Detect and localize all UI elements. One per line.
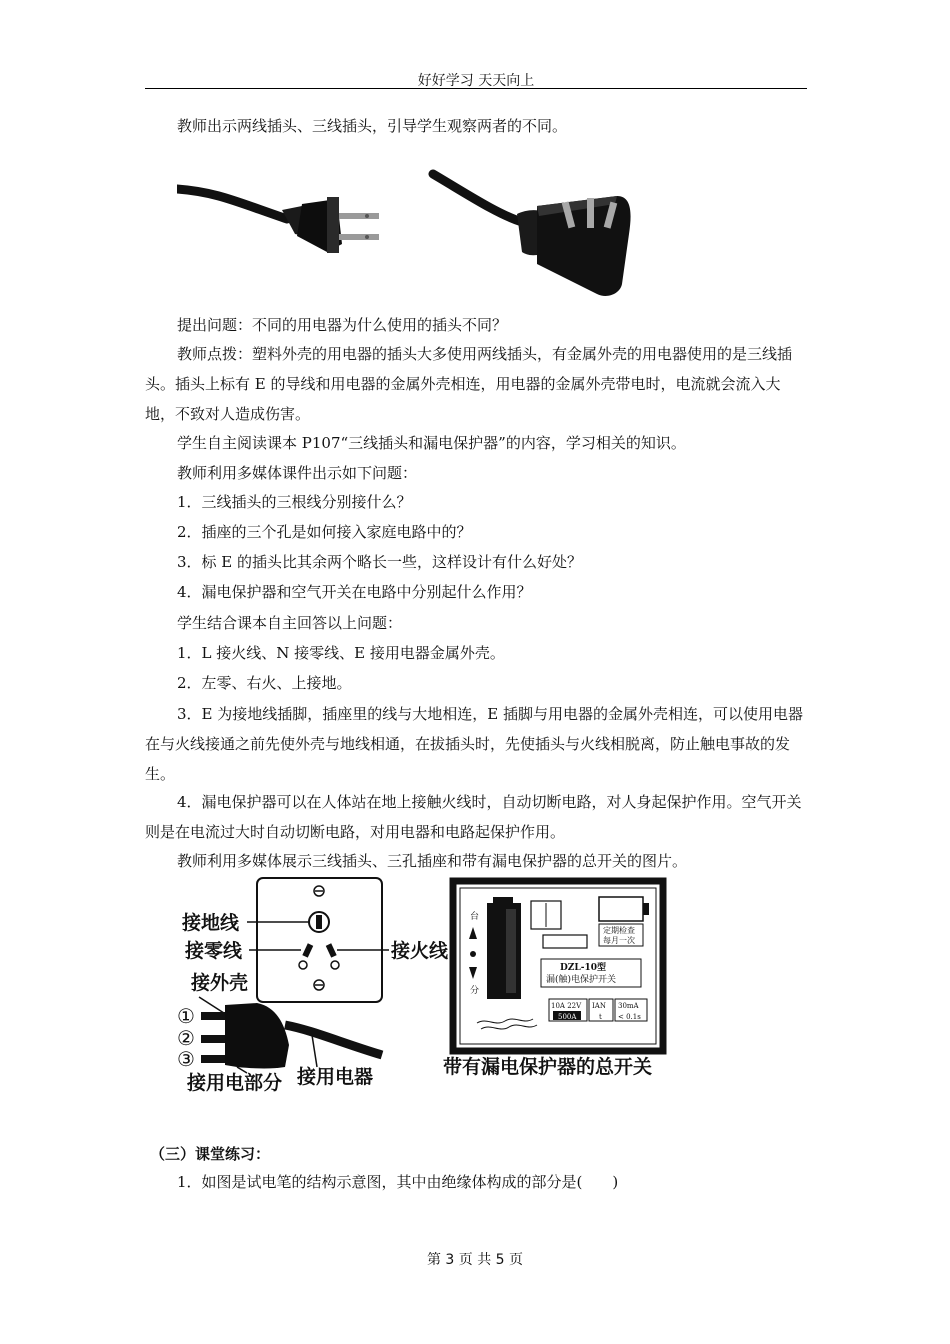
shell-label: 接外壳 — [191, 972, 249, 994]
paragraph: 学生自主阅读课本 P107“三线插头和漏电保护器”的内容，学习相关的知识。 — [177, 434, 686, 452]
question-3: 3．标 E 的插头比其余两个略长一些，这样设计有什么好处？ — [177, 553, 583, 571]
paragraph: 教师出示两线插头、三线插头，引导学生观察两者的不同。 — [177, 117, 568, 135]
question-2: 2．插座的三个孔是如何接入家庭电路中的？ — [177, 523, 472, 541]
paragraph: 教师利用多媒体课件出示如下问题： — [177, 464, 418, 482]
spec-t: t — [599, 1013, 602, 1021]
spec-rated: 10A 22V — [551, 1002, 582, 1010]
question-4: 4．漏电保护器和空气开关在电路中分别起什么作用？ — [177, 583, 532, 601]
plug-body — [225, 1003, 289, 1069]
header-divider — [145, 88, 807, 89]
model-text: DZL-10型 — [560, 963, 606, 973]
socket-and-switch-figure — [177, 875, 677, 1097]
three-pin-plug-image — [433, 174, 631, 296]
paragraph: 教师点拨：塑料外壳的用电器的插头大多使用两线插头，有金属外壳的用电器使用的是三线插头。插头上标有 E 的导线和用电器的金属外壳相连，用电器的金属外壳带电时，电流就会流入大地，不致对人造成伤害。 — [145, 345, 793, 423]
paragraph: 提出问题：不同的用电器为什么使用的插头不同？ — [177, 316, 508, 334]
pin-1-number: ① — [177, 1004, 195, 1028]
plug-photos-figure — [177, 144, 645, 304]
question-1: 1．三线插头的三根线分别接什么？ — [177, 493, 412, 511]
spec-rated-2: 500A — [558, 1013, 577, 1021]
pin-2-number: ② — [177, 1026, 195, 1050]
test-button — [599, 897, 643, 921]
exercise-1: 1．如图是试电笔的结构示意图，其中由绝缘体构成的部分是( ) — [177, 1173, 619, 1191]
spec-time: < 0.1s — [618, 1013, 641, 1021]
model-name-text: 漏(触)电保护开关 — [546, 975, 617, 985]
spec-ian: IAN — [592, 1002, 606, 1010]
plug-part-label: 接用电部分 — [187, 1072, 283, 1094]
monthly-text: 每月一次 — [603, 936, 635, 945]
neutral-wire-label: 接零线 — [185, 940, 243, 962]
answer-1: 1．L 接火线、N 接零线、E 接用电器金属外壳。 — [177, 644, 505, 662]
two-pin-plug-image — [177, 189, 379, 253]
paragraph: 学生结合课本自主回答以上问题： — [177, 614, 403, 632]
appliance-label: 接用电器 — [297, 1066, 374, 1088]
spec-current: 30mA — [618, 1002, 639, 1010]
live-wire-label: 接火线 — [391, 940, 449, 962]
answer-4: 4．漏电保护器可以在人体站在地上接触火线时，自动切断电路，对人身起保护作用。空气开关则是在电流过大时自动切断电路，对用电器和电路起保护作用。 — [145, 793, 802, 841]
section-heading: （三）课堂练习： — [150, 1145, 271, 1163]
ground-wire-label: 接地线 — [182, 912, 240, 934]
switch-caption: 带有漏电保护器的总开关 — [443, 1056, 653, 1078]
page-footer: 第 3 页 共 5 页 — [426, 1252, 524, 1268]
indicator-bottom-text: 分 — [470, 986, 480, 996]
check-text: 定期检查 — [603, 926, 635, 935]
indicator-top-text: 台 — [470, 912, 480, 922]
answer-2: 2．左零、右火、上接地。 — [177, 674, 352, 692]
page-header: 好好学习 天天向上 — [417, 73, 535, 89]
pin-3-number: ③ — [177, 1047, 195, 1071]
plug-cable — [285, 1025, 382, 1055]
paragraph: 教师利用多媒体展示三线插头、三孔插座和带有漏电保护器的总开关的图片。 — [177, 852, 688, 870]
answer-3: 3．E 为接地线插脚，插座里的线与大地相连，E 插脚与用电器的金属外壳相连，可以使用电器在与火线接通之前先使外壳与地线相通，在拔插头时，先使插头与火线相脱离，防止触电事故的发生。 — [145, 705, 803, 783]
